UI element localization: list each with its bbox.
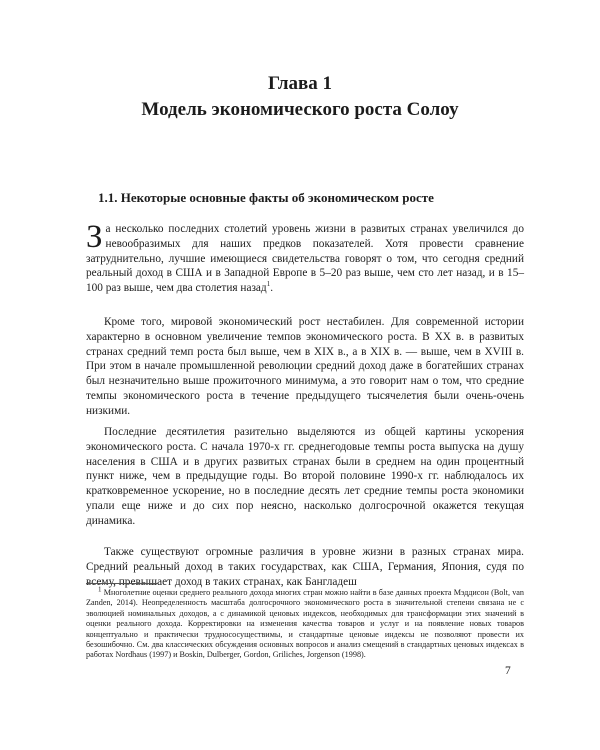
- footnote-divider: [86, 583, 158, 584]
- section-title: 1.1. Некоторые основные факты об экономическом росте: [98, 190, 434, 205]
- paragraph-1-text: а несколько последних столетий уровень жизни в развитых странах увеличился до невообразимых для наших предков показателей. Хотя провести сравнение затруднительно, лучшие имеющиеся свидетельства говорят о том, что сегодня средний реальный доход в США и в Западной Европе в 5–20 раз выше, чем сто лет назад, и в 15–100 раз выше, чем два столетия назад: [86, 223, 524, 294]
- footnote-1: [86, 585, 525, 661]
- drop-cap: З: [86, 219, 103, 255]
- paragraph-4: Также существуют огромные различия в уровне жизни в разных странах мира. Средний реальный доход в таких государствах, как США, Германия, Япония, судя по всему, превышает доход в таких странах, как Бангладеш: [86, 546, 524, 588]
- footnote-text: Многолетние оценки среднего реального дохода многих стран можно найти в базе данных проекта Мэддисон (Bolt, van Zanden, 2014). Неопределенность масштаба долгосрочного экономического роста в значительной степени связана не с эволюцией номинальных доходов, а с динамикой ценовых индексов, необходимых для трансформации этих значений в оценки реального дохода. Корректировки на изменения качества товаров и услуг и на появление новых товаров концептуально и практически труднососуществимы, и стандартные ценовые индексы не позволяют провести их безошибочно. См. два классических обсуждения основных вопросов и анализ смещений в стандартных ценовых индексах в работах Nordhaus (1997) и Boskin, Dulberger, Gordon, Griliches, Jorgenson (1998).: [86, 588, 525, 660]
- paragraph-2: Кроме того, мировой экономический рост нестабилен. Для современной истории характерно в основном увеличение темпов экономического роста. В XX в. в развитых странах средний темп роста был выше, чем в XIX в., а в XIX в. — выше, чем в XVIII в. При этом в начале промышленной революции средний доход даже в богатейших странах был незначительно выше прожиточного минимума, а это говорит нам о том, что средние темпы экономического роста в течение предыдущего тысячелетия были очень-очень низкими.: [86, 316, 524, 417]
- paragraph-3: Последние десятилетия разительно выделяются из общей картины ускорения экономического роста. С начала 1970-х гг. среднегодовые темпы роста выпуска на душу населения в США и в других развитых странах были в среднем на один процентный пункт ниже, чем в предыдущие годы. Во второй половине 1990-х гг. наблюдалось их кратковременное ускорение, но в последние десять лет средние темпы роста экономики упали еще ниже и до сих пор неясно, насколько долгосрочной окажется текущая динамика.: [86, 426, 524, 527]
- paragraph-1: [86, 219, 524, 296]
- paragraph-1-end: .: [270, 282, 274, 294]
- page-number: 7: [505, 665, 511, 677]
- footnote-ref-1: 1: [266, 280, 271, 289]
- chapter-title: Модель экономического роста Солоу: [141, 99, 459, 120]
- footnote-marker: 1: [98, 585, 102, 594]
- chapter-number: Глава 1: [267, 73, 333, 94]
